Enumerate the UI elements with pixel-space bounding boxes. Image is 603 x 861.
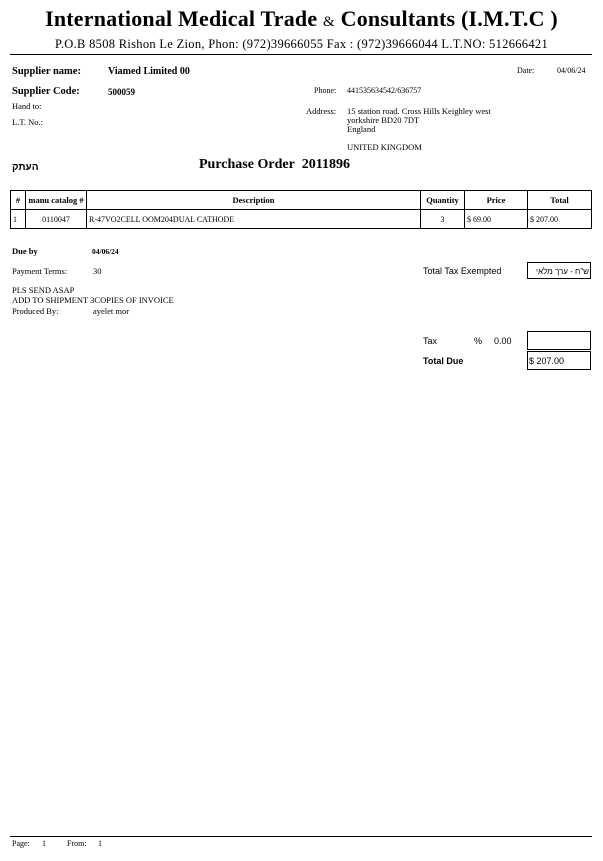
header-divider — [10, 54, 592, 55]
address-line-3: England — [347, 124, 376, 134]
tax-percent-value: 0.00 — [494, 336, 512, 346]
company-name-part1: International Medical Trade — [45, 6, 318, 31]
date-label: Date: — [517, 66, 535, 75]
page-label: Page: — [12, 839, 30, 848]
payment-terms-label: Payment Terms: — [12, 266, 68, 276]
copy-label: העתק — [12, 162, 39, 173]
due-by-value: 04/06/24 — [92, 247, 119, 256]
tax-exempt-value-box: ש"ח - ערך מלאי — [527, 262, 591, 279]
due-by-label: Due by — [12, 246, 38, 256]
tax-value-box — [527, 331, 591, 350]
cell-description: R-47VO2CELL OOM204DUAL CATHODE — [87, 210, 421, 229]
supplier-name-value: Viamed Limited 00 — [108, 66, 190, 77]
phone-label: Phone: — [314, 86, 337, 95]
col-header-price: Price — [465, 191, 528, 210]
col-header-quantity: Quantity — [421, 191, 465, 210]
supplier-code-value: 500059 — [108, 87, 135, 97]
payment-terms-value: 30 — [93, 266, 102, 276]
company-contact: P.O.B 8508 Rishon Le Zion, Phon: (972)39666055 Fax : (972)39666044 L.T.NO: 512666421 — [54, 37, 548, 51]
total-due-label: Total Due — [423, 356, 464, 366]
cell-catalog: 0110047 — [26, 210, 87, 229]
note-line-1: PLS SEND ASAP — [12, 285, 75, 295]
total-due-value-box: $ 207.00 — [527, 351, 591, 370]
from-label: From: — [67, 839, 87, 848]
hand-to-label: Hand to: — [12, 101, 42, 111]
table-row — [11, 210, 592, 229]
col-header-total: Total — [528, 191, 592, 210]
company-name — [0, 6, 603, 32]
cell-total: $ 207.00 — [528, 210, 592, 229]
address-label: Address: — [306, 106, 337, 116]
col-header-num: # — [11, 191, 26, 210]
table-header-row — [11, 191, 592, 210]
po-number: 2011896 — [301, 157, 351, 172]
produced-by-value: ayelet mor — [93, 306, 130, 316]
page-value: 1 — [42, 839, 46, 848]
supplier-name-label: Supplier name: — [12, 66, 81, 77]
company-name-amp: & — [323, 14, 335, 30]
cell-num: 1 — [11, 210, 26, 229]
col-header-description: Description — [87, 191, 421, 210]
phone-value: 441535634542/636757 — [347, 86, 422, 95]
cell-price: $ 69.00 — [465, 210, 528, 229]
supplier-code-label: Supplier Code: — [12, 86, 80, 97]
from-value: 1 — [98, 839, 102, 848]
address-country: UNITED KINGDOM — [347, 142, 422, 152]
po-title-text: Purchase Order — [199, 157, 295, 172]
company-name-part2: Consultants (I.M.T.C ) — [340, 6, 558, 31]
address-line-1: 15 station road. Cross Hills Keighley west — [347, 106, 491, 116]
purchase-order-title — [199, 157, 350, 173]
address-line-2: yorkshire BD20 7DT — [347, 115, 420, 125]
produced-by-label: Produced By: — [12, 306, 59, 316]
order-items-table — [10, 190, 592, 229]
note-line-2: ADD TO SHIPMENT 3COPIES OF INVOICE — [12, 295, 174, 305]
tax-percent-sign: % — [474, 336, 483, 346]
date-value: 04/06/24 — [557, 66, 586, 75]
cell-quantity: 3 — [421, 210, 465, 229]
tax-exempt-label: Total Tax Exempted — [423, 266, 502, 276]
footer-divider — [10, 836, 592, 837]
tax-label: Tax — [423, 336, 438, 346]
col-header-catalog: manu catalog # — [26, 191, 87, 210]
lt-no-label: L.T. No.: — [12, 117, 44, 127]
